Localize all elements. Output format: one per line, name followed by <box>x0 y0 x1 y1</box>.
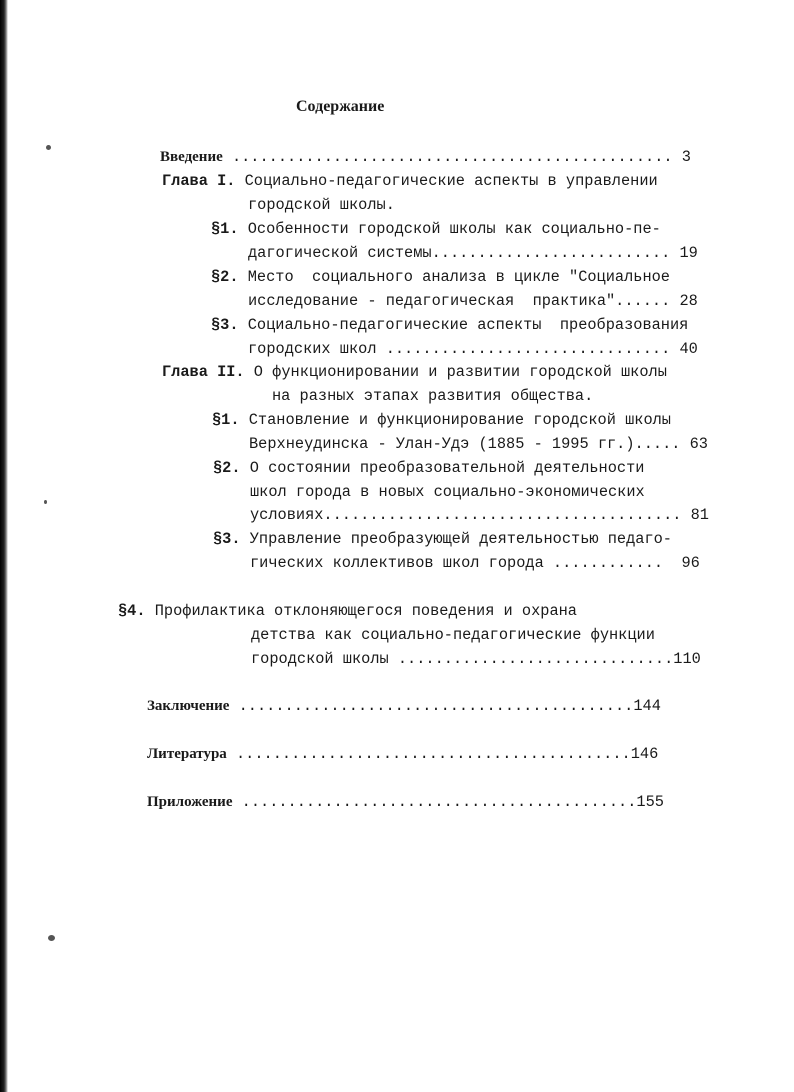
toc-label: §3. <box>213 530 241 548</box>
toc-label: §2. <box>211 268 239 286</box>
toc-line: ...........................................146 <box>226 745 659 763</box>
toc-line-continuation: школ города в новых социально-экономических <box>250 483 645 501</box>
toc-line-continuation: условиях....................................... 81 <box>250 506 709 524</box>
toc-line-continuation: гических коллективов школ города ............ 96 <box>250 554 700 572</box>
toc-label: Заключение <box>147 698 230 714</box>
toc-line-continuation: исследование - педагогическая практика"...... 28 <box>248 292 698 310</box>
toc-entry-introduction <box>160 147 691 167</box>
toc-entry-ch2-sec3 <box>213 529 672 549</box>
toc-entry-ch1-sec3 <box>211 315 688 335</box>
toc-entry-ch2-sec4 <box>118 601 577 621</box>
toc-line-continuation: дагогической системы.......................... 19 <box>248 244 698 262</box>
toc-label: §1. <box>211 220 239 238</box>
scan-edge-shadow <box>0 0 8 1092</box>
toc-entry-ch2-sec1 <box>212 410 671 430</box>
toc-line: Профилактика отклоняющегося поведения и охрана <box>145 602 577 620</box>
toc-label: Литература <box>147 746 227 762</box>
toc-label: §3. <box>211 316 239 334</box>
toc-line: Место социального анализа в цикле "Социальное <box>238 268 670 286</box>
page-title: Содержание <box>296 98 385 115</box>
toc-line: ...........................................155 <box>232 793 664 811</box>
toc-line: Особенности городской школы как социально-пе- <box>238 220 661 238</box>
toc-label: §2. <box>213 459 241 477</box>
toc-line: Становление и функционирование городской школы <box>239 411 671 429</box>
toc-entry-ch1-sec1 <box>211 219 661 239</box>
toc-label: Введение <box>160 149 223 165</box>
scan-speck <box>44 500 47 504</box>
scan-speck <box>48 935 55 941</box>
toc-entry-references <box>147 744 658 764</box>
toc-line: Социально-педагогические аспекты в управлении <box>235 172 658 190</box>
toc-entry-ch1-sec2 <box>211 267 670 287</box>
scan-speck <box>46 145 51 150</box>
toc-entry-conclusion <box>147 696 661 716</box>
toc-line: О состоянии преобразовательной деятельности <box>240 459 645 477</box>
toc-line-continuation: на разных этапах развития общества. <box>272 387 594 405</box>
toc-line: О функционировании и развитии городской школы <box>244 363 667 381</box>
toc-line-continuation: детства как социально-педагогические функции <box>251 626 655 644</box>
toc-line: Социально-педагогические аспекты преобразования <box>238 316 689 334</box>
toc-entry-chapter-1 <box>162 171 658 191</box>
toc-entry-appendix <box>147 792 664 812</box>
toc-label: Приложение <box>147 794 233 810</box>
toc-line-continuation: городской школы ..............................110 <box>251 650 701 668</box>
toc-entry-chapter-2 <box>162 362 667 382</box>
toc-line: Управление преобразующей деятельностью педаго- <box>240 530 672 548</box>
toc-line-continuation: городской школы. <box>248 196 395 214</box>
toc-line-continuation: городских школ ............................... 40 <box>248 340 698 358</box>
toc-label: Глава II. <box>162 363 245 381</box>
toc-label: §4. <box>118 602 146 620</box>
toc-line: ...........................................144 <box>229 697 661 715</box>
toc-label: Глава I. <box>162 172 236 190</box>
toc-label: §1. <box>212 411 240 429</box>
toc-line: ................................................ 3 <box>222 148 691 166</box>
toc-line-continuation: Верхнеудинска - Улан-Удэ (1885 - 1995 гг.)..... 63 <box>249 435 708 453</box>
toc-entry-ch2-sec2 <box>213 458 644 478</box>
